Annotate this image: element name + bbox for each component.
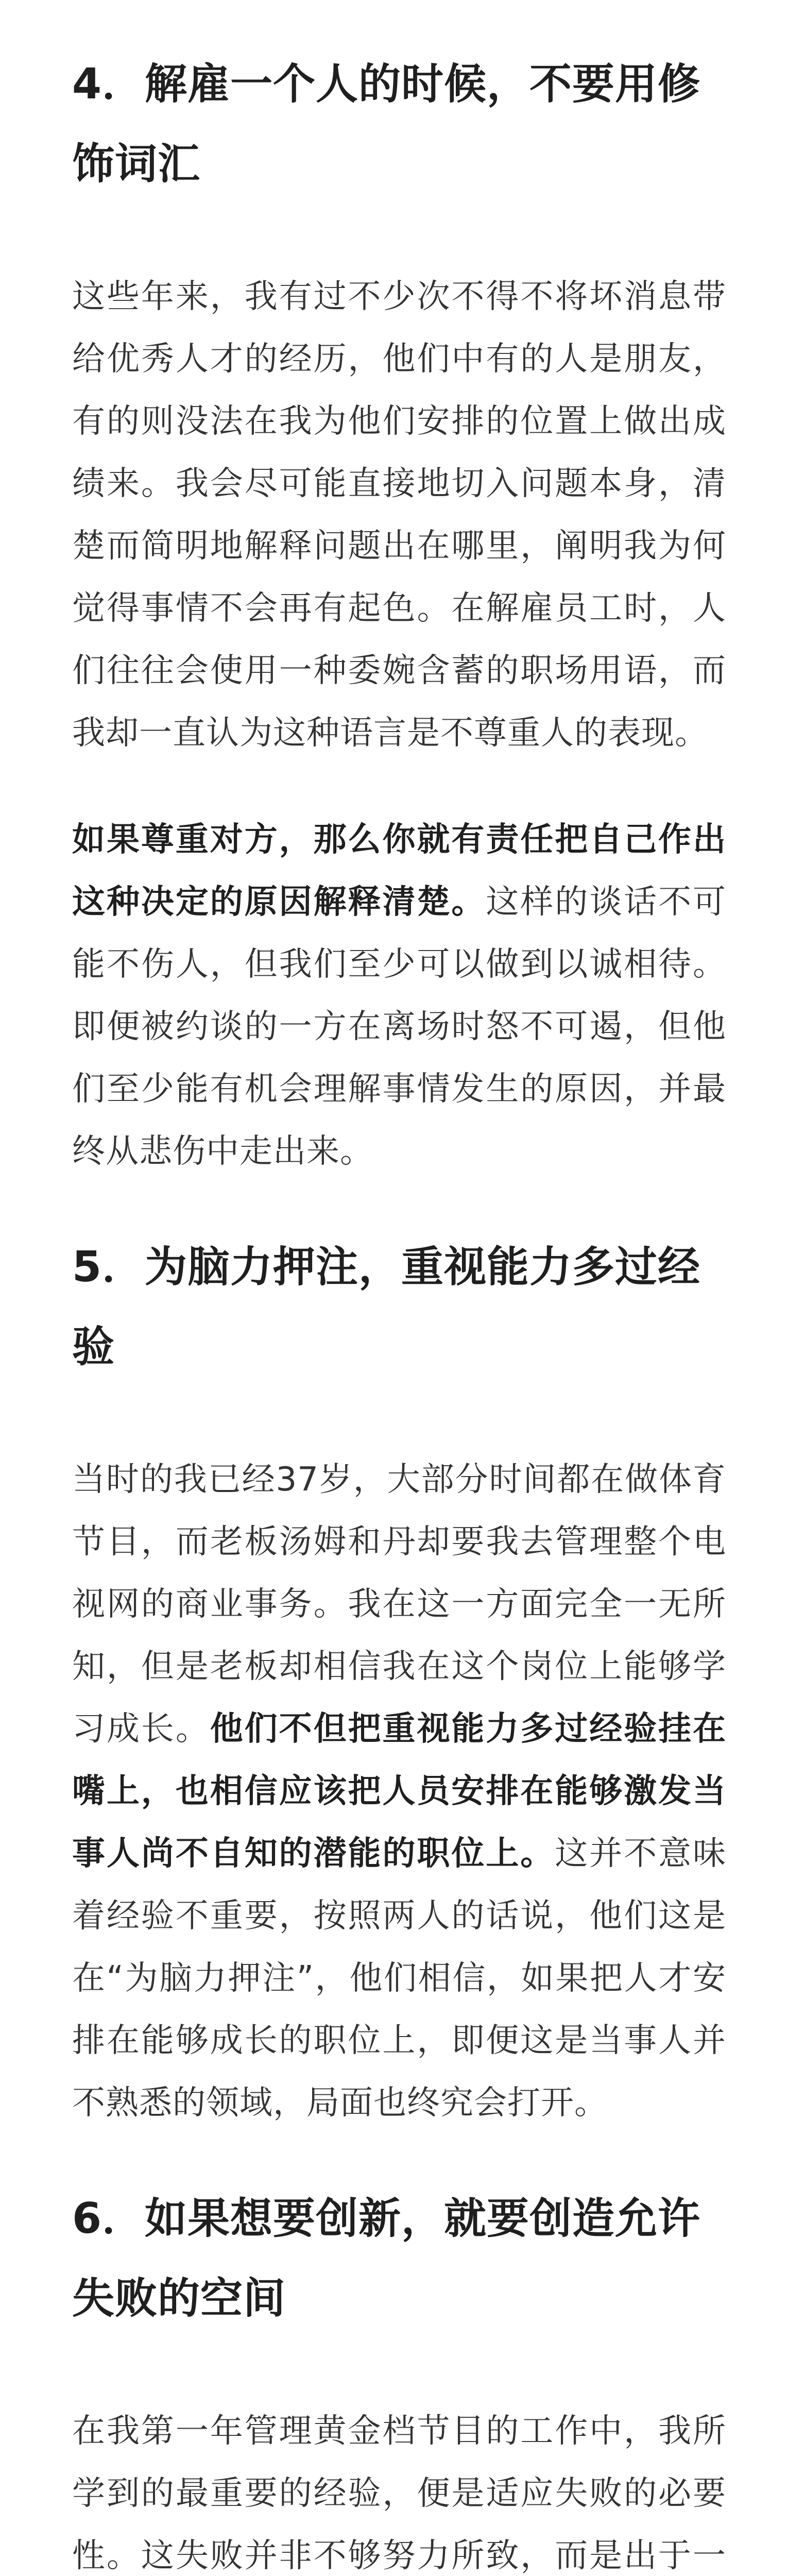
paragraph-text: 这些年来，我有过不少次不得不将坏消息带给优秀人才的经历，他们中有的人是朋友，有的则没法在我为他们安排的位置上做出成绩来。我会尽可能直接地切入问题本身，清楚而简明地解释问题出在哪里，阐明我为何觉得事情不会再有起色。在解雇员工时，人们往往会使用一种委婉含蓄的职场用语，而我却一直认为这种语言是不尊重人的表现。 <box>72 278 726 752</box>
paragraph-text: 这并不意味着经验不重要，按照两人的话说，他们这是在“为脑力押注”，他们相信，如果把人才安排在能够成长的职位上，即便这是当事人并不熟悉的领域，局面也终究会打开。 <box>72 1835 727 2122</box>
section-bet-on-brainpower <box>72 1227 726 2134</box>
paragraph-text: 这样的谈话不可能不伤人，但我们至少可以做到以诚相待。即便被约谈的一方在离场时怒不可遏，但他们至少能有机会理解事情发生的原因，并最终从悲伤中走出来。 <box>72 883 727 1171</box>
paragraph <box>72 809 726 1183</box>
paragraph-emphasis: 他们不但把重视能力多过经验挂在嘴上，也相信应该把人员安排在能够激发当事人尚不自知的潜能的职位上。 <box>72 1710 727 1873</box>
paragraph-text: 当时的我已经37岁，大部分时间都在做体育节目，而老板汤姆和丹却要我去管理整个电视网的商业事务。我在这一方面完全一无所知，但是老板却相信我在这个岗位上能够学习成长。 <box>72 1461 726 1748</box>
paragraph-text: 在我第一年管理黄金档节目的工作中，我所学到的最重要的经验，便是适应失败的必要性。这失败并非不够努力所致，而是出于一 <box>72 2412 726 2575</box>
paragraph <box>72 266 726 765</box>
section-fire-without-euphemism <box>72 44 726 1183</box>
section-room-for-failure <box>72 2179 726 2576</box>
section-heading: 4．解雇一个人的时候，不要用修饰词汇 <box>72 60 701 189</box>
paragraph <box>72 1449 726 2134</box>
paragraph <box>72 2400 726 2576</box>
paragraph-emphasis: 如果尊重对方，那么你就有责任把自己作出这种决定的原因解释清楚。 <box>72 821 726 921</box>
section-heading: 6．如果想要创新，就要创造允许失败的空间 <box>72 2194 701 2323</box>
section-heading: 5．为脑力押注，重视能力多过经验 <box>72 1243 701 1371</box>
